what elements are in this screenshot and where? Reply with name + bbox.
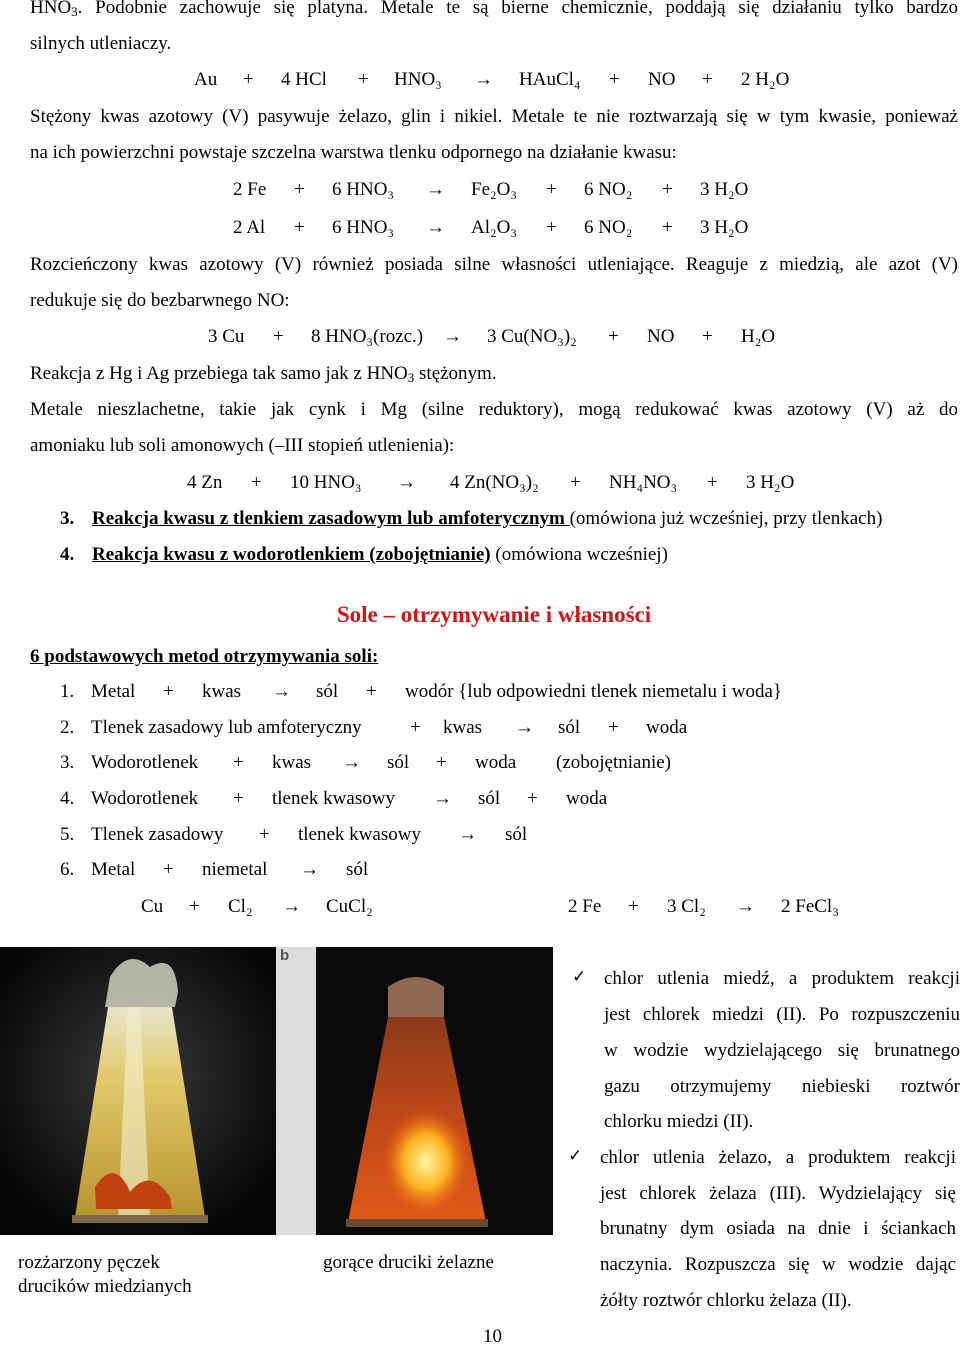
check-text-line: chlor utlenia żelazo, a produktem reakcji xyxy=(600,1147,956,1168)
equation-iron: 2 Fe + 6 HNO₃ → Fe₂O₃ + 6 NO₂ + 3 H₂O xyxy=(233,179,749,200)
check-text-line: naczynia. Rozpuszcza się w wodzie dając xyxy=(600,1254,956,1275)
check-icon: ✓ xyxy=(572,967,587,987)
caption-copper-line-1: rozżarzony pęczek xyxy=(18,1252,160,1273)
point-number: 4. xyxy=(60,544,75,565)
equation-iron-chlorine: 2 Fe + 3 Cl₂ → 2 FeCl₃ xyxy=(568,896,839,917)
right-arrow-icon: → xyxy=(736,896,755,917)
right-arrow-icon: → xyxy=(282,896,301,917)
right-arrow-icon: → xyxy=(433,788,452,809)
intro-line-2: silnych utleniaczy. xyxy=(30,33,172,54)
right-arrow-icon: → xyxy=(426,217,445,238)
passivation-line-1: Stężony kwas azotowy (V) pasywuje żelazo, glin i nikiel. Metale te nie roztwarzają się w tym kwasie, ponieważ xyxy=(30,106,958,127)
dilute-line-1: Rozcieńczony kwas azotowy (V) również posiada silne własności utleniające. Reaguje z miedzią, ale azot (V) xyxy=(30,254,958,275)
equation-copper-nitric: 3 Cu + 8 HNO₃(rozc.) → 3 Cu(NO₃)₂ + NO + H₂O xyxy=(208,326,776,347)
check-text-line: żółty roztwór chlorku żelaza (II). xyxy=(600,1290,852,1311)
right-arrow-icon: → xyxy=(443,326,462,347)
check-icon: ✓ xyxy=(568,1146,583,1166)
section-title: Sole – otrzymywanie i własności xyxy=(336,602,652,627)
right-arrow-icon: → xyxy=(397,472,416,493)
base-metals-line-2: amoniaku lub soli amonowych (–III stopień utlenienia): xyxy=(30,435,455,456)
copper-flask-illustration xyxy=(0,947,276,1235)
right-arrow-icon: → xyxy=(515,717,534,738)
point-number: 3. xyxy=(60,508,75,529)
iron-flask-illustration xyxy=(276,947,553,1235)
point-item: Reakcja kwasu z wodorotlenkiem (zobojętnianie) (omówiona wcześniej) xyxy=(92,544,668,565)
right-arrow-icon: → xyxy=(426,179,445,200)
dilute-line-2: redukuje się do bezbarwnego NO: xyxy=(30,290,290,311)
equation-zinc: 4 Zn + 10 HNO₃ → 4 Zn(NO₃)₂ + NH₄NO₃ + 3 H₂O xyxy=(187,472,795,493)
check-text-line: chlor utlenia miedź, a produktem reakcji xyxy=(604,968,960,989)
list-item: 6. Metal + niemetal → sól xyxy=(60,859,369,880)
check-text-line: gazu otrzymujemy niebieski roztwór xyxy=(604,1076,960,1097)
check-text-line: jest chlorek miedzi (II). Po rozpuszczeniu xyxy=(604,1004,960,1025)
photo-iron-wires xyxy=(276,947,553,1235)
intro-line-1: $HNO_3$. Podobnie zachowuje się platyna. Metale te są bierne chemicznie, poddają się działaniu tylko bardzo xyxy=(30,0,958,19)
check-text-line: w wodzie wydzielającego się brunatnego xyxy=(604,1040,960,1061)
base-metals-line-1: Metale nieszlachetne, takie jak cynk i Mg (silne reduktory), mogą redukować kwas azotowy (V) aż do xyxy=(30,399,958,420)
list-item: 2. Tlenek zasadowy lub amfoteryczny + kwas → sól + woda xyxy=(60,717,688,738)
right-arrow-icon: → xyxy=(342,752,361,773)
list-item: 1. Metal + kwas → sól + wodór {lub odpowiedni tlenek niemetalu i woda} xyxy=(60,681,783,702)
right-arrow-icon: → xyxy=(458,824,477,845)
check-text-line: brunatny dym osiada na dnie i ściankach xyxy=(600,1218,956,1239)
check-text-line: jest chlorek żelaza (III). Wydzielający się xyxy=(600,1183,956,1204)
equation-gold: Au + 4 HCl + HNO₃ → HAuCl₄ + NO + 2 H₂O xyxy=(194,69,790,90)
photo-label: b xyxy=(280,947,290,964)
right-arrow-icon: → xyxy=(300,859,319,880)
right-arrow-icon: → xyxy=(474,69,493,90)
check-text-line: chlorku miedzi (II). xyxy=(604,1111,754,1132)
page-number: 10 xyxy=(483,1326,502,1347)
photo-copper-wires xyxy=(0,947,276,1235)
equation-copper-chlorine: Cu + Cl₂ → CuCl₂ xyxy=(141,896,373,917)
equation-aluminium: 2 Al + 6 HNO₃ → Al₂O₃ + 6 NO₂ + 3 H₂O xyxy=(233,217,749,238)
methods-heading: 6 podstawowych metod otrzymywania soli: xyxy=(30,646,379,667)
right-arrow-icon: → xyxy=(272,681,291,702)
caption-copper-line-2: drucików miedzianych xyxy=(18,1276,192,1297)
list-item: 4. Wodorotlenek + tlenek kwasowy → sól + woda xyxy=(60,788,608,809)
list-item: 5. Tlenek zasadowy + tlenek kwasowy → sól xyxy=(60,824,528,845)
passivation-line-2: na ich powierzchni powstaje szczelna warstwa tlenku odpornego na działanie kwasu: xyxy=(30,142,677,163)
hg-ag-note: Reakcja z Hg i Ag przebiega tak samo jak z $HNO_3$ stężonym. xyxy=(30,363,497,385)
point-item: Reakcja kwasu z tlenkiem zasadowym lub amfoterycznym (omówiona już wcześniej, przy tlenkach) xyxy=(92,508,883,529)
list-item: 3. Wodorotlenek + kwas → sól + woda (zobojętnianie) xyxy=(60,752,672,773)
caption-iron: gorące druciki żelazne xyxy=(323,1252,494,1273)
